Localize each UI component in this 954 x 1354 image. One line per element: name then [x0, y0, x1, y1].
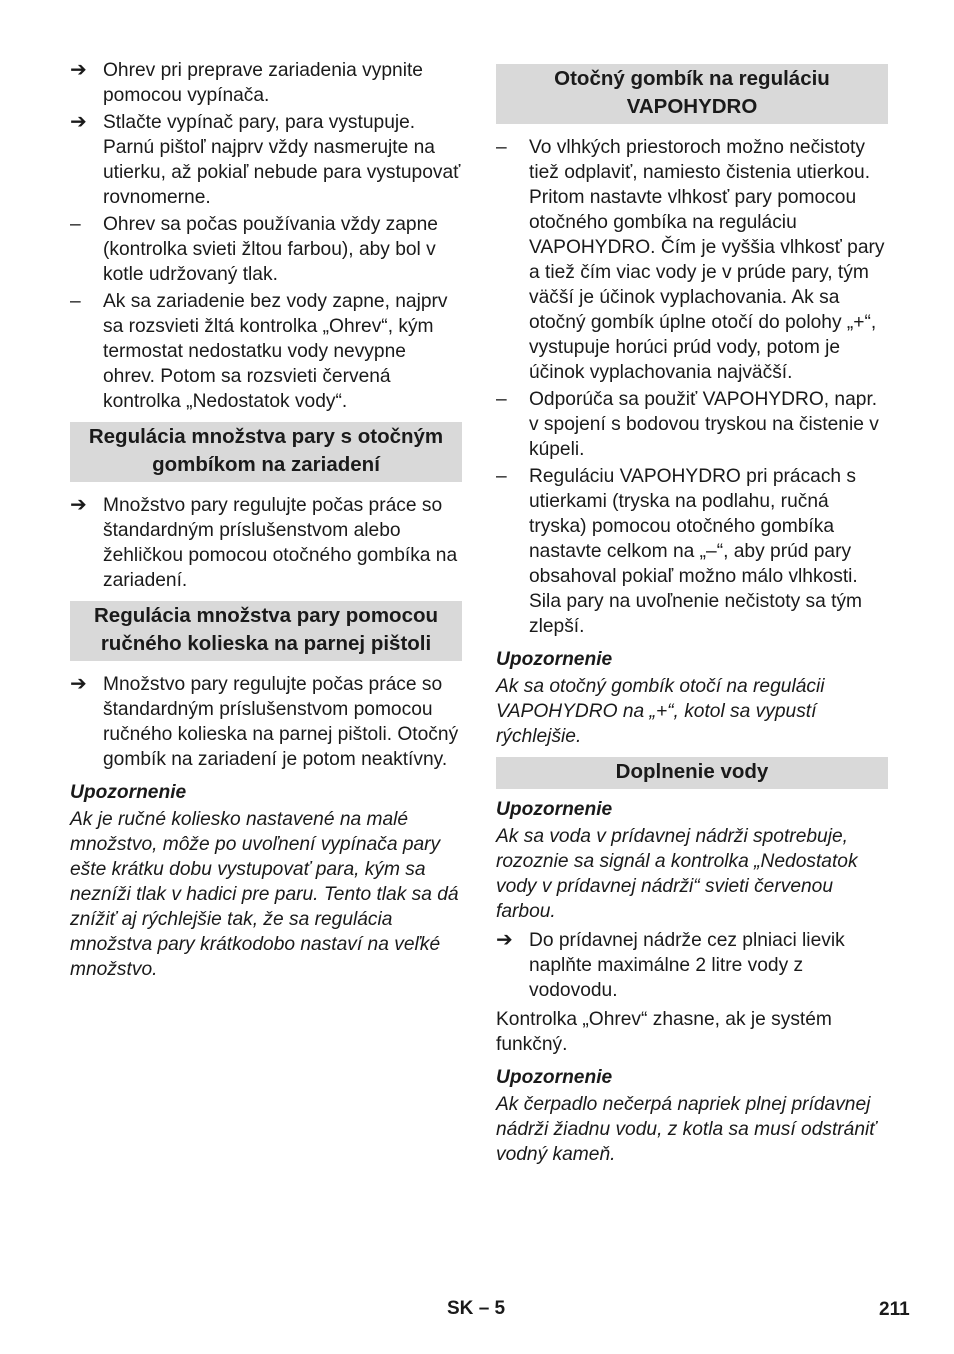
note-text: Ak sa voda v prídavnej nádrži spotrebuje, rozoznie sa signál a kontrolka „Nedostatok vody v prídavnej nádrži“ svieti červenou farbou. — [496, 826, 858, 922]
arrow-icon: ➔ — [70, 59, 87, 81]
list-item — [496, 387, 888, 462]
list-item — [496, 464, 888, 639]
list-item — [70, 493, 462, 593]
arrow-icon: ➔ — [496, 929, 513, 951]
list-item-text: Množstvo pary regulujte počas práce so štandardným príslušenstvom pomocou ručného kolieska na parnej pištoli. Otočný gombík na zariadení je potom neaktívny. — [103, 674, 459, 770]
arrow-icon: ➔ — [70, 494, 87, 516]
footer-language: SK — [447, 1298, 474, 1319]
list-item — [496, 928, 888, 1003]
note-text: Ak čerpadlo nečerpá napriek plnej prídavnej nádrži žiadnu vodu, z kotla sa musí odstrániť vodný kameň. — [496, 1094, 877, 1165]
note-text: Ak sa otočný gombík otočí na regulácii VAPOHYDRO na „+“, kotol sa vypustí rýchlejšie. — [496, 676, 825, 747]
list-item — [70, 289, 462, 414]
list-item-text: Reguláciu VAPOHYDRO pri prácach s utierkami (tryska na podlahu, ručná tryska) pomocou otočného gombíka nastavte celkom na „–“, aby prúd pary obsahoval pokiaľ možno málo vlhkosti. Sila pary na uvoľnenie nečistoty sa tým zlepší. — [529, 466, 863, 637]
list-item — [70, 58, 462, 108]
footer-section-page: – 5 — [478, 1298, 506, 1319]
list-item-text: Vo vlhkých priestoroch možno nečistoty tiež odplaviť, namiesto čistenia utierkou. Pritom nastavte vlhkosť pary pomocou otočného gombíka na reguláciu VAPOHYDRO. Čím je vyššia vlhkosť pary a tiež čím viac vody je v prúde pary, tým väčší je účinok vyplachovania. Ak sa otočný gombík úplne otočí do polohy „+“, vystupuje horúci prúd vody, potom je účinok vyplachovania najväčší. — [529, 137, 885, 383]
plain-paragraph: Kontrolka „Ohrev“ zhasne, ak je systém funkčný. — [496, 1009, 832, 1055]
arrow-icon: ➔ — [70, 111, 87, 133]
list-item — [70, 212, 462, 287]
left-column — [70, 58, 462, 986]
list-item-text: Odporúča sa použiť VAPOHYDRO, napr. v spojení s bodovou tryskou na čistenie v kúpeli. — [529, 389, 879, 460]
list-item-text: Ohrev pri preprave zariadenia vypnite pomocou vypínača. — [103, 60, 423, 106]
right-column — [496, 64, 888, 1171]
footer-section-label — [447, 1296, 505, 1322]
list-item-text: Do prídavnej nádrže cez plniaci lievik naplňte maximálne 2 litre vody z vodovodu. — [529, 930, 845, 1001]
section-heading-vapohydro: Otočný gombík na reguláciu VAPOHYDRO — [496, 64, 888, 124]
note-text: Ak je ručné koliesko nastavené na malé množstvo, môže po uvoľnení vypínača pary ešte krátku dobu vystupovať para, kým sa nezníži tlak v hadici pre paru. Tento tlak sa dá znížiť aj rýchlejšie tak, že sa regulácia množstva pary krátkodobo nastaví na veľké množstvo. — [70, 809, 459, 980]
list-item — [496, 135, 888, 385]
page-number: 211 — [879, 1299, 910, 1320]
list-item — [70, 672, 462, 772]
note-title: Upozornenie — [496, 1067, 613, 1088]
section-heading-hand-wheel: Regulácia množstva pary pomocou ručného kolieska na parnej pištoli — [70, 601, 462, 661]
section-heading-refill-water: Doplnenie vody — [496, 757, 888, 789]
section-heading-steam-knob: Regulácia množstva pary s otočným gombíkom na zariadení — [70, 422, 462, 482]
dash-marker: – — [70, 291, 81, 312]
note-title: Upozornenie — [496, 649, 613, 670]
list-item-text: Množstvo pary regulujte počas práce so štandardným príslušenstvom alebo žehličkou pomocou otočného gombíka na zariadení. — [103, 495, 458, 591]
dash-marker: – — [496, 466, 507, 487]
arrow-icon: ➔ — [70, 673, 87, 695]
list-item — [70, 110, 462, 210]
note-title: Upozornenie — [70, 782, 187, 803]
dash-marker: – — [70, 214, 81, 235]
list-item-text: Ak sa zariadenie bez vody zapne, najprv sa rozsvieti žltá kontrolka „Ohrev“, kým termostat nedostatku vody nevypne ohrev. Potom sa rozsvieti červená kontrolka „Nedostatok vody“. — [103, 291, 448, 412]
dash-marker: – — [496, 389, 507, 410]
list-item-text: Ohrev sa počas používania vždy zapne (kontrolka svieti žltou farbou), aby bol v kotle udržovaný tlak. — [103, 214, 438, 285]
note-title: Upozornenie — [496, 799, 613, 820]
dash-marker: – — [496, 137, 507, 158]
list-item-text: Stlačte vypínač pary, para vystupuje. Parnú pištoľ najprv vždy nasmerujte na utierku, až pokiaľ nebude para vystupovať rovnomerne. — [103, 112, 461, 208]
